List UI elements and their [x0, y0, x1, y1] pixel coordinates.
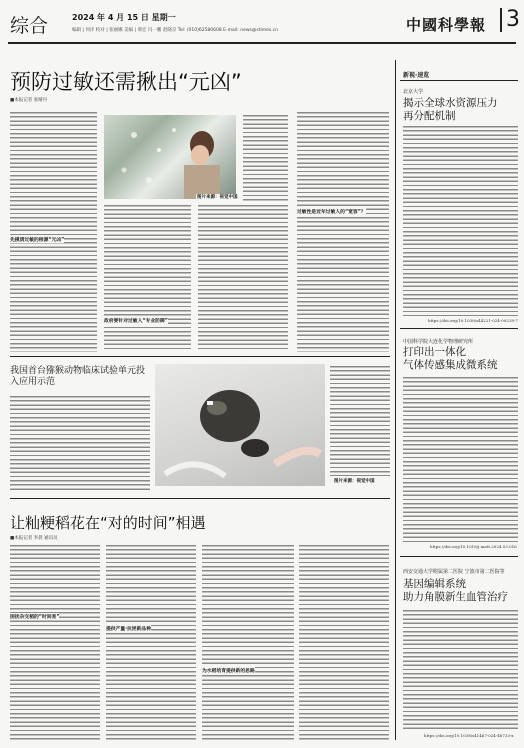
sidebar-item-3-doi: https://doi.org/10.1038/s41467-024-46733-x — [424, 733, 514, 738]
article1-column-4 — [243, 115, 288, 201]
article1-byline: ■本报记者 张晴丹 — [10, 98, 48, 103]
sidebar-item-3-body — [403, 610, 518, 730]
article3-subhead-2: 提供产量·抗逆新品种 — [106, 627, 151, 632]
article3-column-2 — [106, 545, 196, 740]
article3-subhead-1: 困扰杂交稻的“时间差” — [10, 615, 60, 620]
sidebar-item-3-title — [403, 578, 508, 604]
sidebar-item-2-title — [403, 346, 498, 372]
article3-column-4 — [299, 545, 389, 740]
sneezing-girl-image — [104, 115, 236, 199]
sidebar-item-2-doi: https://doi.org/10.1016/j.matt.2024.03.016 — [430, 544, 517, 549]
section-name: 综合 — [10, 15, 49, 37]
article1-title: 预防过敏还需揪出“元凶” — [10, 70, 242, 94]
sidebar-item-2-title-line-2: 气体传感集成微系统 — [403, 359, 498, 371]
article2-column-1 — [10, 396, 150, 492]
page-number: 3 — [500, 8, 520, 32]
article3-title: 让籼粳稻花在“对的时间”相遇 — [10, 514, 206, 532]
sidebar-item-2-rule — [400, 556, 518, 557]
article2-bottom-rule — [10, 498, 390, 499]
macaque-specimen-image — [155, 364, 325, 486]
article1-subhead-1: 先摸清过敏的根源“元凶” — [10, 238, 65, 243]
sidebar-item-1-body — [403, 126, 518, 316]
article1-subhead-2: 过敏性是近年过敏人的“宽容”？ — [297, 210, 366, 215]
sidebar-item-3-kicker: 西安交通大学附属第二医院 宁波市第二医院等 — [403, 569, 505, 575]
sidebar-item-1-doi: https://doi.org/10.1038/s44221-024-00228-7 — [428, 318, 518, 323]
sidebar-item-3-title-line-2: 助力角膜新生血管治疗 — [403, 591, 508, 603]
sidebar-item-1-title-line-2: 再分配机制 — [403, 110, 456, 122]
article3-subhead-3: 为水稻培育提供新的思路 — [202, 669, 255, 674]
issue-date: 2024 年 4 月 15 日 星期一 — [72, 13, 176, 22]
masthead-logo: 中國科學報 — [406, 16, 487, 34]
sidebar-item-2-body — [403, 377, 518, 542]
article2-title — [10, 366, 150, 388]
sidebar-divider — [395, 60, 396, 740]
sidebar-item-1-title — [403, 97, 498, 123]
article3-column-3 — [202, 545, 294, 740]
article1-bottom-rule — [10, 356, 390, 357]
header-rule — [8, 42, 516, 44]
sidebar-item-1-kicker: 北京大学 — [403, 89, 424, 95]
article2-photo-credit: 图片来源：视觉中国 — [334, 479, 375, 484]
page-header — [0, 0, 524, 44]
article2-column-2 — [330, 366, 390, 476]
article1-photo — [104, 115, 236, 199]
article1-column-2 — [104, 205, 191, 352]
article1-photo-credit: 图片来源：视觉中国 — [197, 195, 238, 200]
sidebar-header-rule — [400, 80, 518, 81]
article1-column-1 — [10, 112, 97, 352]
article3-column-1 — [10, 545, 100, 740]
article1-column-5 — [297, 112, 389, 352]
sidebar-item-1-title-line-1: 揭示全球水资源压力 — [403, 97, 498, 109]
article3-byline: ■本报记者 李晨 通讯员 — [10, 536, 58, 541]
article1-subhead-3: 政府要针对过敏人“专业防御” — [104, 319, 168, 324]
article2-title-text: 我国首台猕猴动物临床试验单元投入应用示范 — [10, 366, 146, 387]
article2-photo — [155, 364, 325, 486]
sidebar-item-2-title-line-1: 打印出一体化 — [403, 346, 466, 358]
sidebar-item-2-kicker: 中国科学院大连化学物理研究所 — [403, 339, 474, 345]
sidebar-item-3-title-line-1: 基因编辑系统 — [403, 578, 466, 590]
staff-line: 编辑 | 何洋 校对 | 张丽娜 美编 | 邢宏 闫一鹏 赵晓京 Tel: (010)62580608 E-mail: news@stimes.cn — [72, 28, 278, 33]
sidebar-item-1-rule — [400, 328, 518, 329]
article1-column-3 — [198, 205, 288, 352]
sidebar-header: 新视·速览 — [403, 72, 430, 79]
